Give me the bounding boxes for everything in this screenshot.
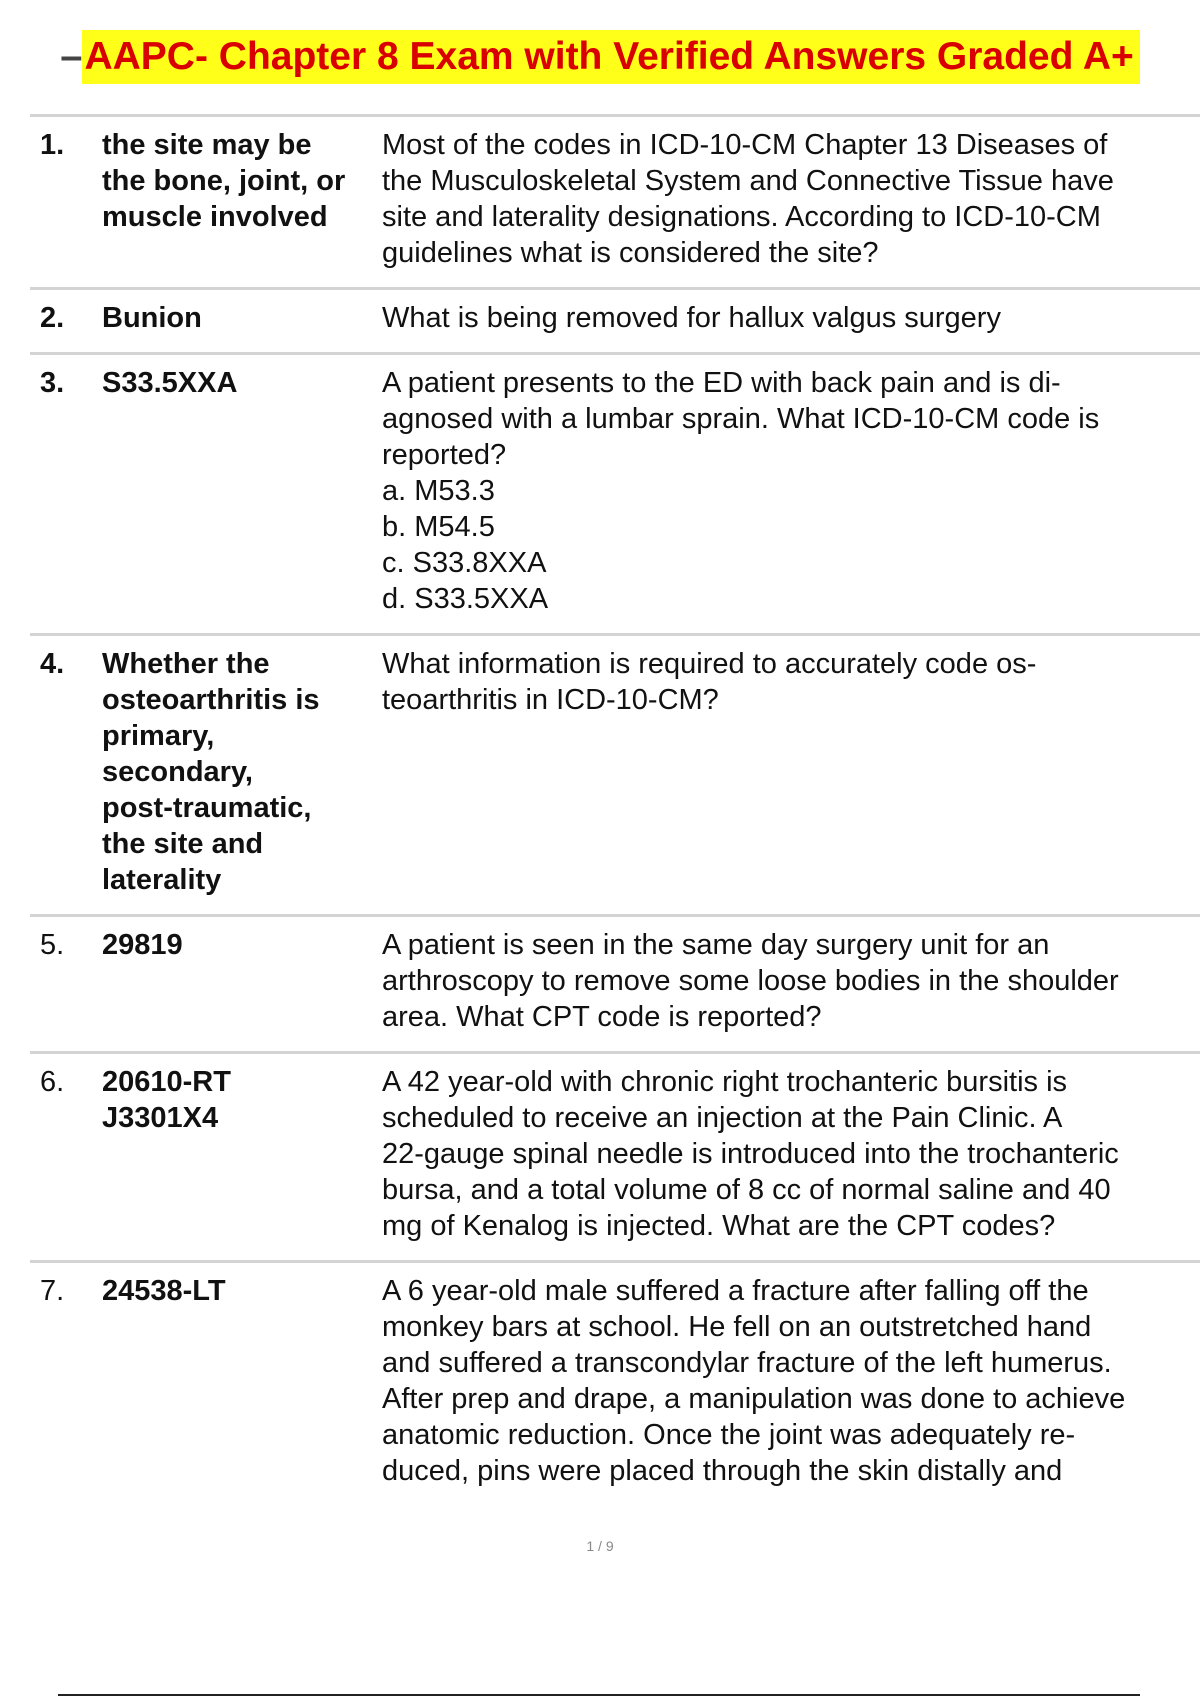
answer-cell: 20610-RT J3301X4 [102,1066,231,1134]
table-row [30,1263,1200,1505]
table-row [30,636,1200,917]
page-number: 1 / 9 [586,1538,614,1554]
table-row [30,117,1200,290]
question-cell: Most of the codes in ICD-10-CM Chapter 13 Diseases of the Musculoskeletal System and Connective Tissue have site and laterality designations. According to ICD-10-CM guidelines what is considered the site? [382,129,1114,269]
answer-cell: 29819 [102,929,183,961]
question-cell: A 6 year-old male suffered a fracture after falling off the monkey bars at school. He fell on an outstretched hand and suffered a transcondylar fracture of the left humerus. After prep and drape, a manipulation was done to achieve anatomic reduction. Once the joint was adequately re- duced, pins were placed through the skin distally and [382,1275,1126,1487]
page-title: AAPC- Chapter 8 Exam with Verified Answers Graded A+ [82,30,1139,84]
question-cell: A patient presents to the ED with back pain and is di- agnosed with a lumbar sprain. What ICD-10-CM code is reported? a. M53.3 b. M54.5 c. S33.8XXA d. S33.5XXA [382,367,1100,615]
row-number: 1. [40,129,65,161]
question-cell: A 42 year-old with chronic right trochanteric bursitis is scheduled to receive an injection at the Pain Clinic. A 22-gauge spinal needle is introduced into the trochanteric bursa, and a total volume of 8 cc of normal saline and 40 mg of Kenalog is injected. What are the CPT codes? [382,1066,1119,1242]
row-number: 6. [40,1066,65,1098]
bottom-divider [58,1694,1140,1696]
answer-cell: 24538-LT [102,1275,226,1307]
answer-cell: the site may be the bone, joint, or muscle involved [102,129,346,233]
title-dash: – [60,34,83,78]
answer-cell: Whether the osteoarthritis is primary, secondary, post-traumatic, the site and laterality [102,648,320,896]
row-number: 4. [40,648,65,680]
question-cell: A patient is seen in the same day surgery unit for an arthroscopy to remove some loose bodies in the shoulder area. What CPT code is reported? [382,929,1119,1033]
row-number: 5. [40,929,65,961]
qa-table [30,114,1200,1505]
answer-cell: S33.5XXA [102,367,238,399]
row-number: 7. [40,1275,65,1307]
row-number: 3. [40,367,65,399]
question-cell: What information is required to accurately code os- teoarthritis in ICD-10-CM? [382,648,1037,716]
page-title-container [0,30,1200,84]
table-row [30,1054,1200,1263]
answer-cell: Bunion [102,302,202,334]
question-cell: What is being removed for hallux valgus surgery [382,302,1001,334]
table-row [30,290,1200,355]
table-row [30,917,1200,1054]
table-row [30,355,1200,636]
row-number: 2. [40,302,65,334]
